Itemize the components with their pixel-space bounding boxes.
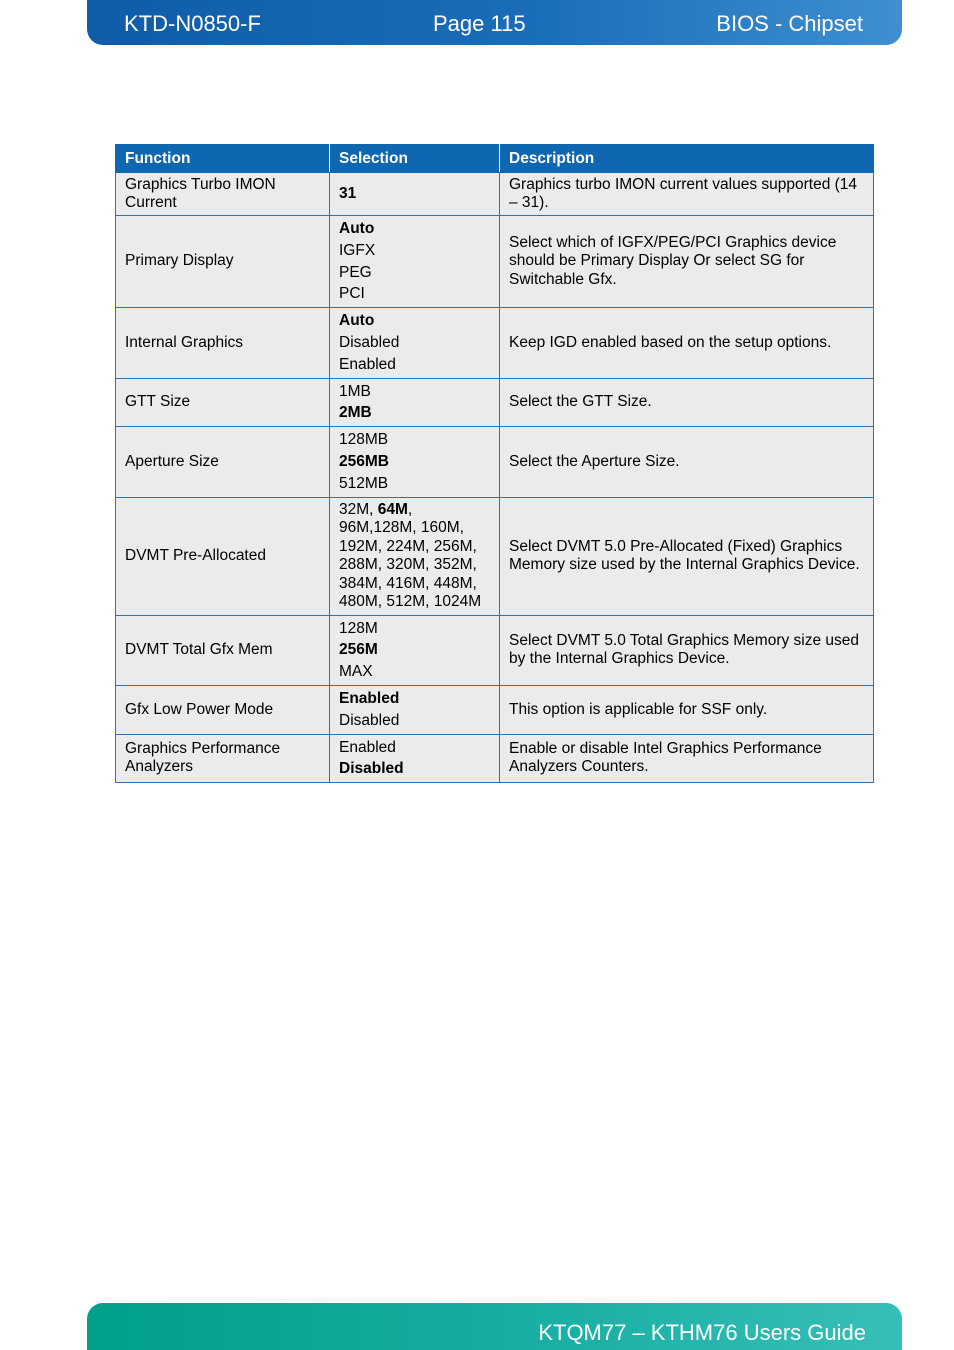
document-id: KTD-N0850-F bbox=[124, 11, 261, 36]
table-row bbox=[116, 615, 874, 685]
selection-option: IGFX bbox=[339, 241, 376, 259]
selection-text-before: 32M, bbox=[339, 500, 378, 518]
selection-cell bbox=[330, 615, 500, 685]
selection-cell bbox=[330, 308, 500, 378]
selection-cell bbox=[330, 427, 500, 497]
function-cell: Primary Display bbox=[116, 216, 330, 308]
description-cell: Select which of IGFX/PEG/PCI Graphics device should be Primary Display Or select SG for Switchable Gfx. bbox=[500, 216, 874, 308]
table-row bbox=[116, 308, 874, 378]
table-row bbox=[116, 497, 874, 615]
selection-option: 512MB bbox=[339, 474, 389, 492]
guide-title: KTQM77 – KTHM76 Users Guide bbox=[538, 1320, 866, 1345]
table-header-row bbox=[116, 145, 874, 173]
table-row bbox=[116, 734, 874, 783]
table-row bbox=[116, 216, 874, 308]
selection-cell bbox=[330, 497, 500, 615]
selection-option: 128MB bbox=[339, 431, 389, 449]
selection-option: 256M bbox=[339, 641, 378, 659]
page-number: Page 115 bbox=[433, 11, 526, 36]
page-footer bbox=[87, 1303, 902, 1350]
selection-option: PCI bbox=[339, 285, 365, 303]
selection-option: 256MB bbox=[339, 452, 389, 470]
selection-cell bbox=[330, 685, 500, 734]
selection-cell bbox=[330, 216, 500, 308]
description-cell: Select DVMT 5.0 Pre-Allocated (Fixed) Graphics Memory size used by the Internal Graphics Device. bbox=[500, 497, 874, 615]
selection-option: Disabled bbox=[339, 333, 400, 351]
column-header-selection: Selection bbox=[330, 145, 500, 173]
selection-cell bbox=[330, 734, 500, 783]
selection-cell bbox=[330, 173, 500, 216]
selection-cell bbox=[330, 378, 500, 427]
table-row bbox=[116, 427, 874, 497]
selection-option: Disabled bbox=[339, 760, 404, 778]
description-cell: Select the Aperture Size. bbox=[500, 427, 874, 497]
selection-option: 128M bbox=[339, 619, 378, 637]
selection-option: PEG bbox=[339, 263, 372, 281]
description-cell: Keep IGD enabled based on the setup options. bbox=[500, 308, 874, 378]
selection-option: Disabled bbox=[339, 711, 400, 729]
description-cell: This option is applicable for SSF only. bbox=[500, 685, 874, 734]
bios-function-table bbox=[115, 144, 874, 783]
function-cell: Graphics Turbo IMON Current bbox=[116, 173, 330, 216]
selection-option: MAX bbox=[339, 663, 373, 681]
selection-option: Enabled bbox=[339, 689, 400, 707]
selection-default-value: 64M bbox=[377, 500, 408, 518]
function-cell: Aperture Size bbox=[116, 427, 330, 497]
section-title: BIOS - Chipset bbox=[716, 11, 863, 36]
selection-option: Enabled bbox=[339, 355, 396, 373]
description-cell: Enable or disable Intel Graphics Performance Analyzers Counters. bbox=[500, 734, 874, 783]
table-row bbox=[116, 173, 874, 216]
function-cell: DVMT Pre-Allocated bbox=[116, 497, 330, 615]
table-row bbox=[116, 685, 874, 734]
description-cell: Graphics turbo IMON current values supported (14 – 31). bbox=[500, 173, 874, 216]
column-header-function: Function bbox=[116, 145, 330, 173]
selection-option: 2MB bbox=[339, 404, 372, 422]
function-cell: GTT Size bbox=[116, 378, 330, 427]
selection-text-after: , 96M,128M, 160M, 192M, 224M, 256M, 288M, 320M, 352M, 384M, 416M, 448M, 480M, 512M, 1024M bbox=[339, 500, 482, 611]
function-cell: Gfx Low Power Mode bbox=[116, 685, 330, 734]
selection-option: Enabled bbox=[339, 738, 396, 756]
page-header bbox=[87, 0, 902, 45]
column-header-description: Description bbox=[500, 145, 874, 173]
function-cell: Internal Graphics bbox=[116, 308, 330, 378]
description-cell: Select DVMT 5.0 Total Graphics Memory size used by the Internal Graphics Device. bbox=[500, 615, 874, 685]
selection-option: 1MB bbox=[339, 382, 371, 400]
selection-option: Auto bbox=[339, 312, 375, 330]
function-cell: DVMT Total Gfx Mem bbox=[116, 615, 330, 685]
description-cell: Select the GTT Size. bbox=[500, 378, 874, 427]
function-cell: Graphics Performance Analyzers bbox=[116, 734, 330, 783]
selection-option: 31 bbox=[339, 185, 357, 203]
table-row bbox=[116, 378, 874, 427]
selection-option: Auto bbox=[339, 220, 375, 237]
